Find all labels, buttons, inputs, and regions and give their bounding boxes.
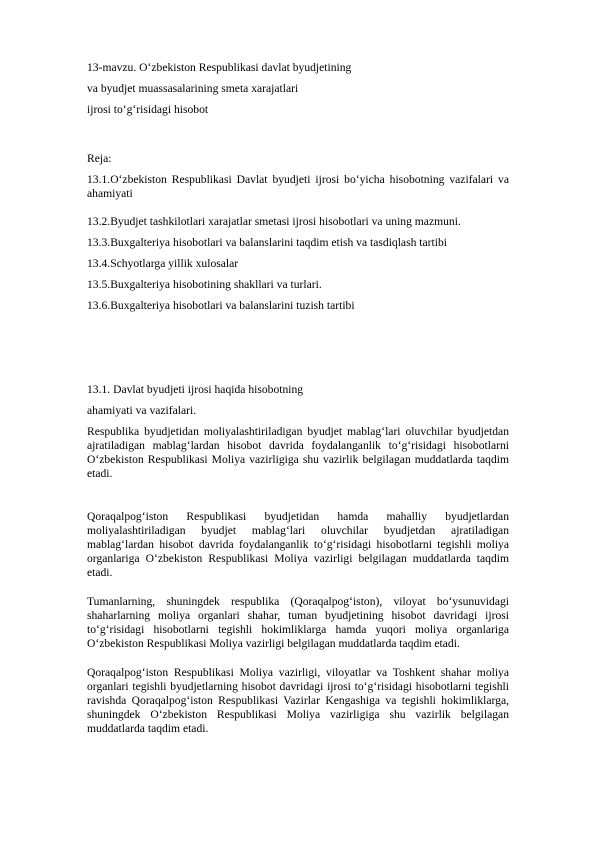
section-heading-line-2: ahamiyati va vazifalari. <box>87 404 197 417</box>
plan-heading: Reja: <box>87 152 112 165</box>
plan-item: 13.4.Schyotlarga yillik xulosalar <box>87 257 239 270</box>
plan-item: 13.3.Buxgalteriya hisobotlari va balanslarini taqdim etish va tasdiqlash tartibi <box>87 236 447 249</box>
plan-item: 13.1.O‘zbekiston Respublikasi Davlat byudjeti ijrosi bo‘yicha hisobotning vazifalari va ahamiyati <box>87 173 509 201</box>
body-paragraph: Qoraqalpog‘iston Respublikasi byudjetidan hamda mahalliy byudjetlardan moliyalashtiriladigan byudjet mablag‘lari oluvchilar byudjetdan ajratiladigan mablag‘lardan hisobot davrida foydalanganlik to‘g‘risidagi hisobotlarni tegishli moliya organlariga O‘zbekiston Respublikasi Moliya vazirligi belgilagan muddatlarda taqdim etadi. <box>87 510 509 580</box>
title-line-3: ijrosi to‘g‘risidagi hisobot <box>87 103 209 116</box>
plan-item: 13.5.Buxgalteriya hisobotining shakllari va turlari. <box>87 278 322 291</box>
plan-item: 13.6.Buxgalteriya hisobotlari va balanslarini tuzish tartibi <box>87 299 355 312</box>
section-heading-line-1: 13.1. Davlat byudjeti ijrosi haqida hisobotning <box>87 383 304 396</box>
plan-item: 13.2.Byudjet tashkilotlari xarajatlar smetasi ijrosi hisobotlari va uning mazmuni. <box>87 215 461 228</box>
body-paragraph: Respublika byudjetidan moliyalashtiriladigan byudjet mablag‘lari oluvchilar byudjetdan ajratiladigan mablag‘lardan hisobot davrida foydalanganlik to‘g‘risidagi hisobotlarni O‘zbekiston Respublikasi Moliya vazirligiga shu vazirlik belgilagan muddatlarda taqdim etadi. <box>87 425 509 481</box>
title-line-1: 13-mavzu. O‘zbekiston Respublikasi davlat byudjetining <box>87 61 352 74</box>
title-line-2: va byudjet muassasalarining smeta xarajatlari <box>87 82 299 95</box>
body-paragraph: Tumanlarning, shuningdek respublika (Qoraqalpog‘iston), viloyat bo‘ysunuvidagi shaharlarning moliya organlari shahar, tuman byudjetining hisobot davridagi ijrosi to‘g‘risidagi hisobotlarni tegishli hokimliklarga hamda yuqori moliya organlariga O‘zbekiston Respublikasi Moliya vazirligi belgilagan muddatlarda taqdim etadi. <box>87 595 509 651</box>
body-paragraph: Qoraqalpog‘iston Respublikasi Moliya vazirligi, viloyatlar va Toshkent shahar moliya organlari tegishli byudjetlarning hisobot davridagi ijrosi to‘g‘risidagi hisobotlarni tegishli ravishda Qoraqalpog‘iston Respublikasi Vazirlar Kengashiga va tegishli hokimliklarga, shuningdek O‘zbekiston Respublikasi Moliya vazirligiga shu vazirlik belgilagan muddatlarda taqdim etadi. <box>87 666 509 736</box>
